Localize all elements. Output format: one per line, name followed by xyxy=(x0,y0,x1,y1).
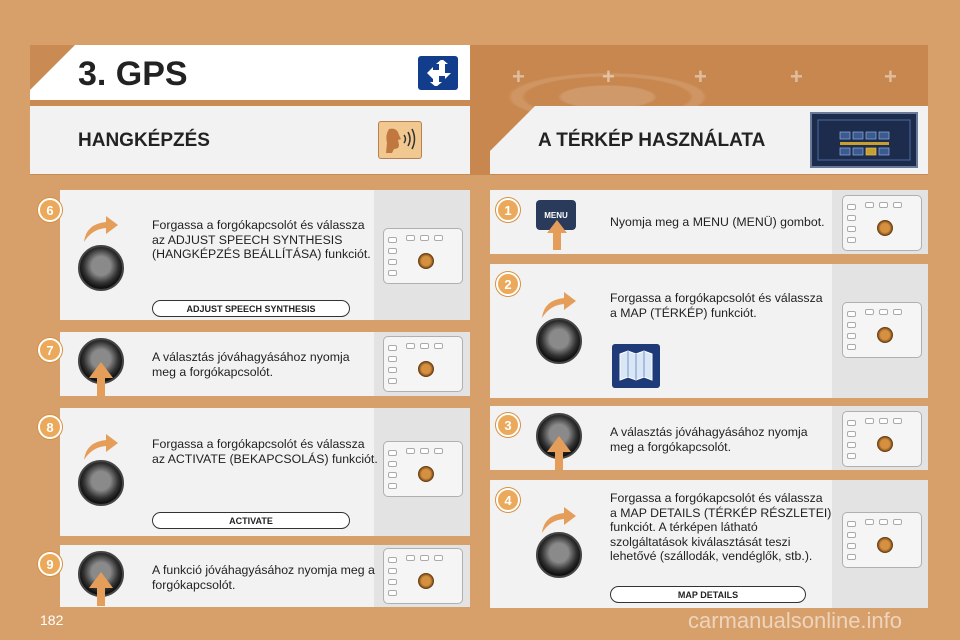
gps-directions-icon xyxy=(418,56,458,90)
radio-top-button xyxy=(893,202,902,208)
radio-unit-thumbnail xyxy=(842,302,922,358)
radio-side-button xyxy=(388,345,397,351)
display-screen-thumbnail xyxy=(810,112,918,168)
map-plus-mark: + xyxy=(884,64,897,89)
radio-side-button xyxy=(847,521,856,527)
step-badge: 4 xyxy=(496,488,520,512)
radio-top-button xyxy=(893,418,902,424)
radio-side-button xyxy=(388,461,397,467)
menu-label: ADJUST SPEECH SYNTHESIS xyxy=(152,300,350,317)
radio-side-button xyxy=(847,344,856,350)
left-section-title: HANGKÉPZÉS xyxy=(78,130,210,151)
page-number: 182 xyxy=(40,612,64,628)
radio-top-button xyxy=(406,555,415,561)
radio-side-button xyxy=(388,356,397,362)
radio-side-button xyxy=(847,204,856,210)
radio-top-button xyxy=(865,519,874,525)
right-section-title: A TÉRKÉP HASZNÁLATA xyxy=(538,130,766,151)
curved-rotate-arrow-icon xyxy=(538,290,578,320)
radio-side-button xyxy=(388,237,397,243)
radio-top-button xyxy=(406,343,415,349)
press-up-arrow-icon xyxy=(546,220,568,250)
step-text: Forgassa a forgókapcsolót és válassza a MAP (TÉRKÉP) funkciót. xyxy=(610,291,823,320)
step-text: Nyomja meg a MENU (MENÜ) gombot. xyxy=(610,215,825,229)
radio-knob-highlight xyxy=(877,327,893,343)
radio-knob-highlight xyxy=(418,361,434,377)
radio-top-button xyxy=(406,235,415,241)
radio-side-button xyxy=(847,215,856,221)
curved-rotate-arrow-icon xyxy=(80,214,120,244)
radio-knob-highlight xyxy=(877,220,893,236)
radio-top-button xyxy=(879,519,888,525)
radio-side-button xyxy=(388,590,397,596)
step-text: Forgassa a forgókapcsolót és válassza az ACTIVATE (BEKAPCSOLÁS) funkciót. xyxy=(152,437,378,466)
step-badge: 6 xyxy=(38,198,62,222)
radio-knob-highlight xyxy=(877,436,893,452)
radio-top-button xyxy=(865,418,874,424)
radio-knob-highlight xyxy=(418,253,434,269)
rotary-knob[interactable] xyxy=(78,460,124,506)
radio-side-button xyxy=(847,333,856,339)
step-badge: 9 xyxy=(38,552,62,576)
radio-top-button xyxy=(406,448,415,454)
rotary-knob[interactable] xyxy=(78,245,124,291)
radio-top-button xyxy=(420,555,429,561)
radio-knob-highlight xyxy=(418,466,434,482)
step-text: A választás jóváhagyásához nyomja meg a forgókapcsolót. xyxy=(152,350,350,379)
step-text: A választás jóváhagyásához nyomja meg a forgókapcsolót. xyxy=(610,425,808,454)
step-badge: 1 xyxy=(496,198,520,222)
curved-rotate-arrow-icon xyxy=(538,505,578,535)
radio-unit-thumbnail xyxy=(842,195,922,251)
watermark: carmanualsonline.info xyxy=(688,608,903,633)
radio-top-button xyxy=(865,309,874,315)
radio-side-button xyxy=(388,248,397,254)
radio-side-button xyxy=(847,453,856,459)
map-plus-mark: + xyxy=(790,64,803,89)
map-plus-mark: + xyxy=(602,64,615,89)
radio-unit-thumbnail xyxy=(383,548,463,604)
radio-knob-highlight xyxy=(877,537,893,553)
map-plus-mark: + xyxy=(512,64,525,89)
radio-top-button xyxy=(879,309,888,315)
step-text: Forgassa a forgókapcsolót és válassza a MAP DETAILS (TÉRKÉP RÉSZLETEI) funkciót. A térképen látható szolgáltatások kiválasztását teszi lehetővé (szállodák, vendéglők, stb.). xyxy=(610,491,832,563)
press-up-arrow-icon xyxy=(546,436,572,470)
menu-label: ACTIVATE xyxy=(152,512,350,529)
radio-side-button xyxy=(388,450,397,456)
radio-side-button xyxy=(847,311,856,317)
menu-button[interactable]: MENU xyxy=(536,200,576,230)
radio-unit-thumbnail xyxy=(383,336,463,392)
radio-top-button xyxy=(865,202,874,208)
curved-rotate-arrow-icon xyxy=(80,432,120,462)
radio-top-button xyxy=(893,309,902,315)
radio-side-button xyxy=(847,543,856,549)
step-text: A funkció jóváhagyásához nyomja meg a forgókapcsolót. xyxy=(152,563,375,592)
radio-top-button xyxy=(434,343,443,349)
press-up-arrow-icon xyxy=(88,362,114,396)
radio-side-button xyxy=(388,568,397,574)
radio-side-button xyxy=(847,431,856,437)
radio-unit-thumbnail xyxy=(383,228,463,284)
radio-side-button xyxy=(847,442,856,448)
radio-side-button xyxy=(388,483,397,489)
step-badge: 3 xyxy=(496,413,520,437)
radio-unit-thumbnail xyxy=(842,512,922,568)
radio-side-button xyxy=(388,557,397,563)
radio-top-button xyxy=(434,448,443,454)
map-plus-mark: + xyxy=(694,64,707,89)
radio-top-button xyxy=(893,519,902,525)
radio-side-button xyxy=(847,322,856,328)
radio-side-button xyxy=(388,270,397,276)
radio-top-button xyxy=(420,235,429,241)
radio-side-button xyxy=(847,554,856,560)
radio-top-button xyxy=(420,448,429,454)
page-title: 3. GPS xyxy=(78,55,188,93)
radio-side-button xyxy=(388,472,397,478)
radio-unit-thumbnail xyxy=(842,411,922,467)
radio-side-button xyxy=(388,579,397,585)
rotary-knob[interactable] xyxy=(536,532,582,578)
press-up-arrow-icon xyxy=(88,572,114,606)
radio-side-button xyxy=(847,532,856,538)
radio-side-button xyxy=(847,237,856,243)
radio-top-button xyxy=(434,235,443,241)
folded-map-icon xyxy=(612,344,660,388)
radio-top-button xyxy=(879,202,888,208)
radio-side-button xyxy=(388,378,397,384)
radio-side-button xyxy=(847,226,856,232)
radio-knob-highlight xyxy=(418,573,434,589)
menu-label: MAP DETAILS xyxy=(610,586,806,603)
radio-unit-thumbnail xyxy=(383,441,463,497)
radio-top-button xyxy=(434,555,443,561)
step-badge: 2 xyxy=(496,272,520,296)
radio-side-button xyxy=(388,259,397,265)
step-badge: 8 xyxy=(38,415,62,439)
rotary-knob[interactable] xyxy=(536,318,582,364)
step-badge: 7 xyxy=(38,338,62,362)
radio-side-button xyxy=(388,367,397,373)
radio-top-button xyxy=(879,418,888,424)
step-text: Forgassa a forgókapcsolót és válassza az ADJUST SPEECH SYNTHESIS (HANGKÉPZÉS BEÁLLÍTÁSA) funkciót. xyxy=(152,218,371,261)
radio-top-button xyxy=(420,343,429,349)
radio-side-button xyxy=(847,420,856,426)
speech-synthesis-icon xyxy=(378,121,422,159)
